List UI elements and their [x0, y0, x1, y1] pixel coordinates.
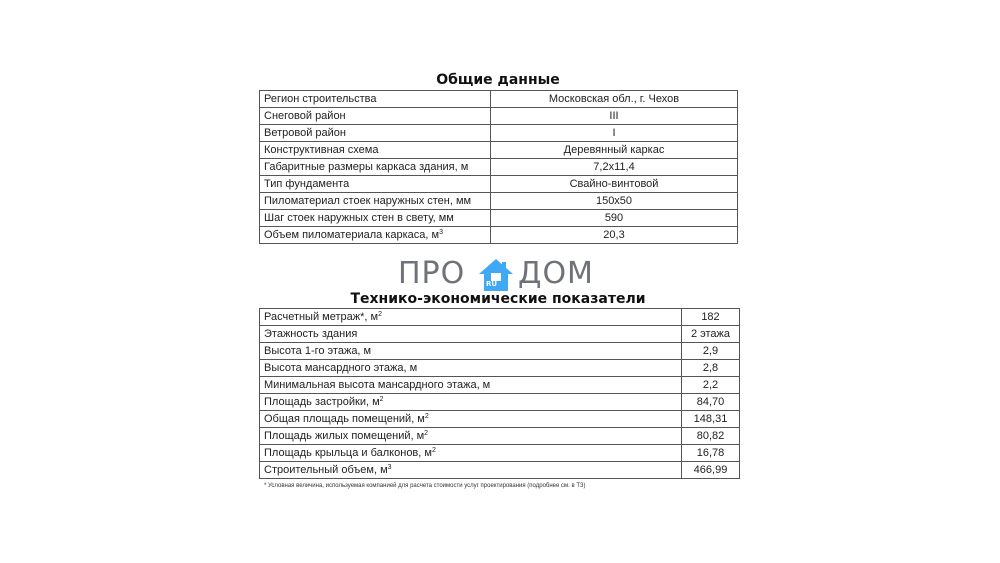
row-label: Площадь крыльца и балконов, $м^2$ — [260, 445, 682, 462]
indicators-title: Технико-экономические показатели — [350, 291, 646, 307]
row-label: Строительный объем, $м^3$ — [260, 462, 682, 479]
prodom-logo — [398, 256, 608, 296]
table-row — [260, 343, 740, 360]
footnote: * Условная величина, используемая компанией для расчета стоимости услуг проектирования (подробнее см. в ТЗ) — [264, 483, 586, 489]
table-row — [260, 309, 740, 326]
row-label: Минимальная высота мансардного этажа, м — [260, 377, 682, 394]
unit-superscript: 2 — [431, 447, 436, 454]
row-value: III — [491, 108, 738, 125]
row-value: 20,3 — [491, 227, 738, 244]
row-value: 84,70 — [682, 394, 740, 411]
row-value: Свайно-винтовой — [491, 176, 738, 193]
row-label: Площадь жилых помещений, $м^2$ — [260, 428, 682, 445]
table-row — [260, 125, 738, 142]
row-value: Деревянный каркас — [491, 142, 738, 159]
indicators-table — [259, 308, 740, 479]
row-value: 16,78 — [682, 445, 740, 462]
row-label: Габаритные размеры каркаса здания, м — [260, 159, 491, 176]
unit-superscript: 2 — [424, 413, 429, 420]
row-value: 150х50 — [491, 193, 738, 210]
row-label: Конструктивная схема — [260, 142, 491, 159]
row-label: Ветровой район — [260, 125, 491, 142]
row-label: Объем пиломатериала каркаса, $м^3$ — [260, 227, 491, 244]
row-label: Расчетный метраж*, $м^2$ — [260, 309, 682, 326]
table-row — [260, 176, 738, 193]
row-label: Площадь застройки, $м^2$ — [260, 394, 682, 411]
table-row — [260, 360, 740, 377]
table-row — [260, 377, 740, 394]
row-label: Снеговой район — [260, 108, 491, 125]
row-value: 590 — [491, 210, 738, 227]
table-row — [260, 210, 738, 227]
table-row — [260, 193, 738, 210]
row-value: 148,31 — [682, 411, 740, 428]
unit-superscript: 2 — [424, 430, 429, 437]
table-row — [260, 428, 740, 445]
row-value: 2 этажа — [682, 326, 740, 343]
row-value: 182 — [682, 309, 740, 326]
table-row — [260, 394, 740, 411]
row-label: Общая площадь помещений, $м^2$ — [260, 411, 682, 428]
row-label: Регион строительства — [260, 91, 491, 108]
row-value: 80,82 — [682, 428, 740, 445]
row-label: Пиломатериал стоек наружных стен, мм — [260, 193, 491, 210]
logo-text-left: ПРО — [398, 256, 466, 291]
row-value: I — [491, 125, 738, 142]
table-row — [260, 326, 740, 343]
row-label: Шаг стоек наружных стен в свету, мм — [260, 210, 491, 227]
table-row — [260, 462, 740, 479]
table-row — [260, 108, 738, 125]
table-row — [260, 445, 740, 462]
general-data-table — [259, 90, 738, 244]
unit-superscript: 3 — [387, 464, 392, 471]
row-value: 7,2х11,4 — [491, 159, 738, 176]
row-value: Московская обл., г. Чехов — [491, 91, 738, 108]
row-label: Высота мансардного этажа, м — [260, 360, 682, 377]
row-value: 2,9 — [682, 343, 740, 360]
unit-superscript: 3 — [439, 229, 443, 236]
logo-text-right: ДОМ — [518, 256, 594, 291]
row-value: 2,8 — [682, 360, 740, 377]
row-label: Высота 1-го этажа, м — [260, 343, 682, 360]
logo-ru-tag: RU — [486, 280, 498, 288]
row-label: Этажность здания — [260, 326, 682, 343]
unit-superscript: 2 — [378, 311, 382, 318]
table-row — [260, 411, 740, 428]
row-label: Тип фундамента — [260, 176, 491, 193]
table-row — [260, 91, 738, 108]
row-value: 466,99 — [682, 462, 740, 479]
general-data-title: Общие данные — [436, 72, 560, 88]
row-value: 2,2 — [682, 377, 740, 394]
unit-superscript: 2 — [379, 396, 384, 403]
table-row — [260, 227, 738, 244]
table-row — [260, 159, 738, 176]
table-row — [260, 142, 738, 159]
